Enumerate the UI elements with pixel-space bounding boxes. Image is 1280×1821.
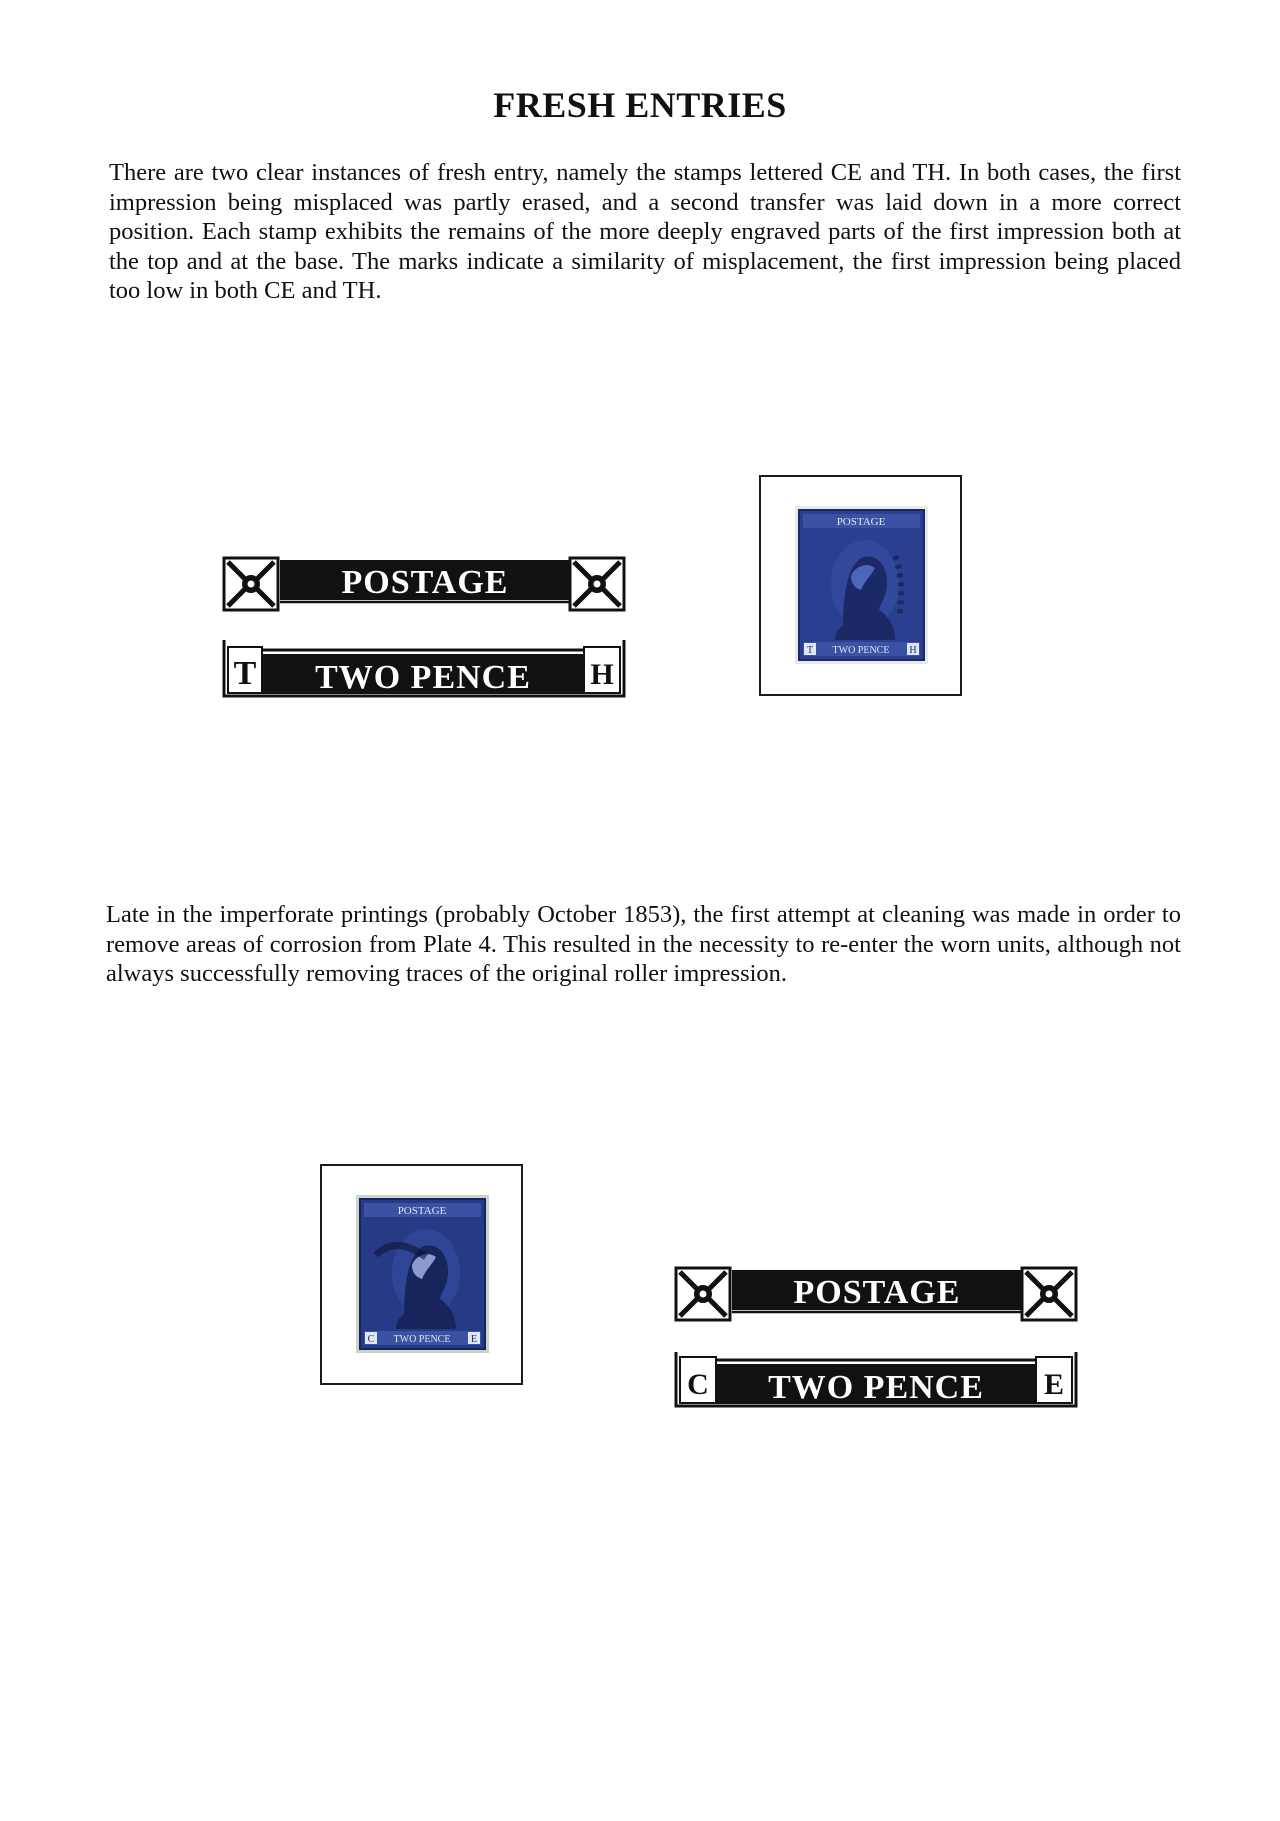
diagram-ce-left-letter: C — [687, 1368, 709, 1401]
diagram-th-top-text: POSTAGE — [341, 564, 509, 601]
diagram-th-left-letter: T — [233, 655, 257, 692]
th-stamp-mount — [759, 475, 962, 696]
diagram-ce-right-letter: E — [1043, 1368, 1065, 1401]
diagram-ce-bottom-band — [676, 1352, 1076, 1406]
ce-stamp-mount — [320, 1164, 523, 1385]
page-title: FRESH ENTRIES — [493, 85, 787, 125]
diagram-th-right-letter: H — [590, 658, 614, 691]
th-stamp-bottom-text: TWO PENCE — [832, 645, 890, 656]
intro-paragraph: There are two clear instances of fresh entry, namely the stamps lettered CE and TH. In both cases, the first impression being misplaced was partly erased, and a second transfer was laid down in a more correct position. Each stamp exhibits the remains of the more deeply engraved parts of the first impression both at the top and at the base. The marks indicate a similarity of misplacement, the first impression being placed too low in both CE and TH. — [109, 159, 1181, 304]
diagram-th-bottom-text: TWO PENCE — [315, 659, 531, 696]
th-stamp-right-letter: H — [909, 645, 917, 656]
th-fresh-entry-diagram — [222, 554, 627, 700]
cleaning-paragraph: Late in the imperforate printings (probably October 1853), the first attempt at cleaning was made in order to remove areas of corrosion from Plate 4. This resulted in the necessity to re-enter the worn units, although not always successfully removing traces of the original roller impression. — [106, 901, 1181, 987]
th-stamp-image — [795, 506, 928, 664]
diagram-th-top-band — [224, 558, 624, 610]
ce-fresh-entry-diagram — [674, 1264, 1079, 1410]
diagram-ce-bottom-text: TWO PENCE — [768, 1369, 984, 1406]
th-stamp-left-letter: T — [806, 645, 814, 656]
diagram-ce-top-text: POSTAGE — [793, 1274, 961, 1311]
ce-stamp-image — [356, 1195, 489, 1353]
th-stamp-top-text: POSTAGE — [836, 516, 886, 528]
ce-stamp-top-text: POSTAGE — [397, 1205, 447, 1217]
ce-stamp-left-letter: C — [367, 1334, 375, 1345]
diagram-th-bottom-band — [224, 640, 624, 696]
ce-stamp-bottom-text: TWO PENCE — [393, 1334, 451, 1345]
ce-stamp-right-letter: E — [470, 1334, 478, 1345]
diagram-ce-top-band — [676, 1268, 1076, 1320]
